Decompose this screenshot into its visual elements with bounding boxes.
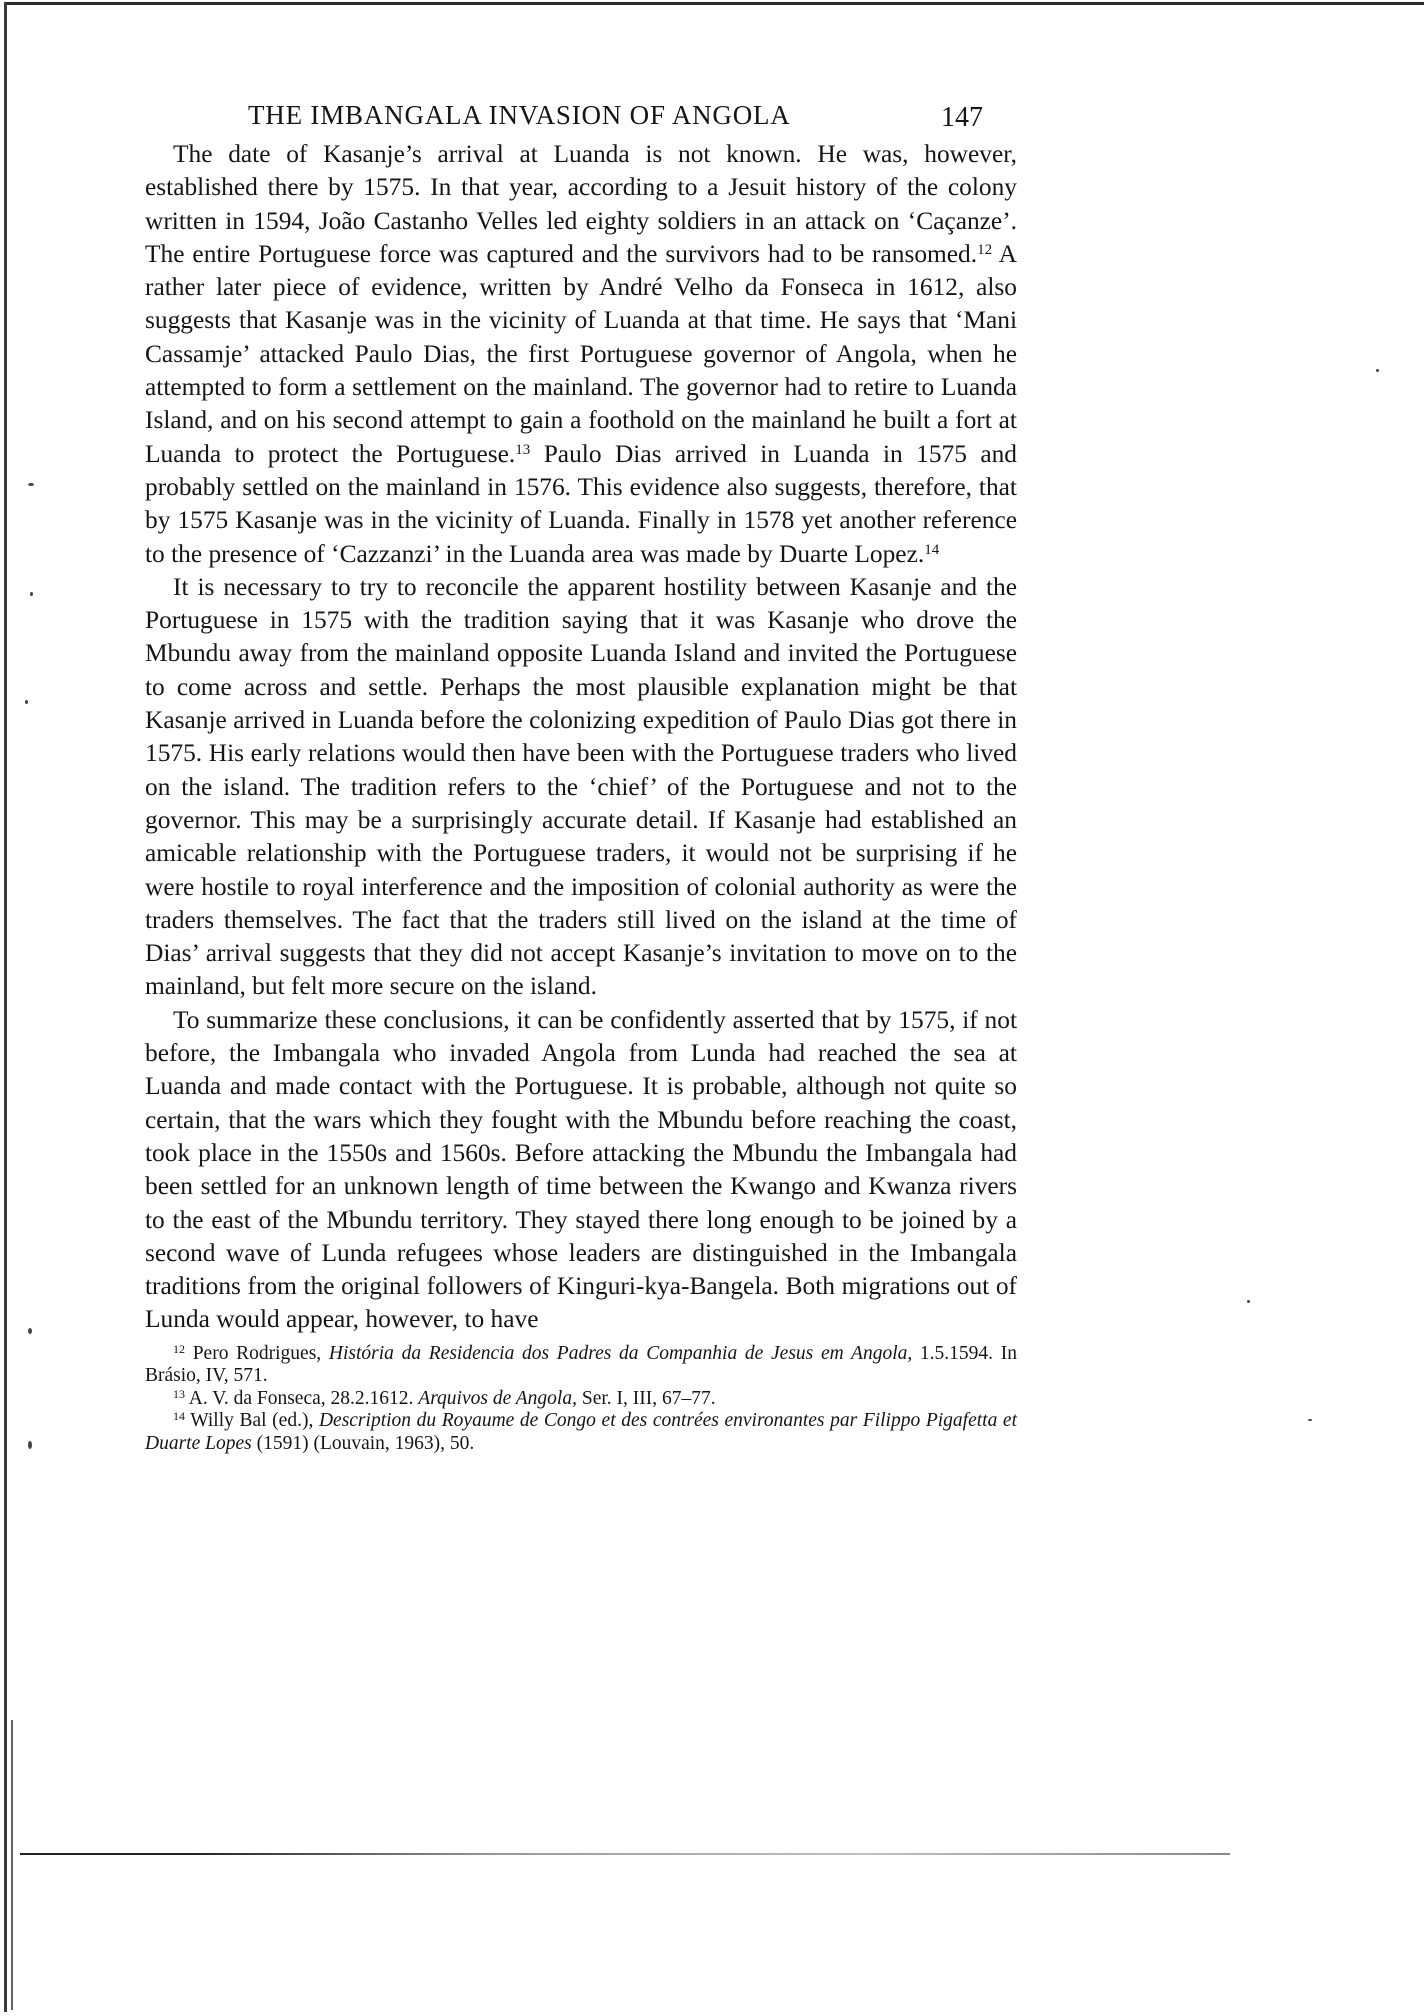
running-title: THE IMBANGALA INVASION OF ANGOLA xyxy=(248,100,791,130)
text-run: To summarize these conclusions, it can be confidently asserted that by 1575, if not before, the Imbangala who invaded Angola from Lunda had reached the sea at Luanda and made contact with the Portuguese. It is probable, although not quite so certain, that the wars which they fought with the Mbundu before reaching the coast, took place in the 1550s and 1560s. Before attacking the Mbundu the Imbangala had been settled for an unknown length of time between the Kwango and Kwanza rivers to the east of the Mbundu territory. They stayed there long enough to be joined by a second wave of Lunda refugees whose leaders are distinguished in the Imbangala traditions from the original followers of Kinguri-kya-Bangela. Both migrations out of Lunda would appear, however, to have xyxy=(145,1005,1017,1334)
text-run: Paulo Dias arrived in Luanda in 1575 and probably settled on the mainland in 1576. This evidence also suggests, therefore, that by 1575 Kasanje was in the vicinity of Luanda. Finally in 1578 yet another reference to the presence of ‘Cazzanzi’ in the Luanda area was made by Duarte Lopez. xyxy=(145,439,1017,568)
text-run: A rather later piece of evidence, written by André Velho da Fonseca in 1612, also suggests that Kasanje was in the vicinity of Luanda at that time. He says that ‘Mani Cassamje’ attacked Paulo Dias, the first Portuguese governor of Angola, when he attempted to form a settlement on the mainland. The governor had to retire to Luanda Island, and on his second attempt to gain a foothold on the mainland he built a fort at Luanda to protect the Portuguese. xyxy=(145,239,1017,468)
scan-edge-left-inner xyxy=(11,1720,13,2010)
scan-speck xyxy=(1376,369,1379,372)
text-run: The date of Kasanje’s arrival at Luanda is not known. He was, however, established there by 1575. In that year, according to a Jesuit history of the colony written in 1594, João Castanho Velles led eighty soldiers in an attack on ‘Caçanze’. The entire Portuguese force was captured and the survivors had to be ransomed. xyxy=(145,140,1017,268)
scan-speck xyxy=(28,1328,32,1334)
footnote-ref: 14 xyxy=(173,1409,185,1424)
paragraph xyxy=(145,138,1017,571)
text-run: It is necessary to try to reconcile the apparent hostility between Kasanje and the Portuguese in 1575 with the tradition saying that it was Kasanje who drove the Mbundu away from the mainland opposite Luanda Island and invited the Portuguese to come across and settle. Perhaps the most plausible explanation might be that Kasanje arrived in Luanda before the colonizing expedition of Paulo Dias got there in 1575. His early relations would then have been with the Portuguese traders who lived on the island. The tradition refers to the ‘chief’ of the Portuguese and not to the governor. This may be a surprisingly accurate detail. If Kasanje had established an amicable relationship with the Portuguese traders, it would not be surprising if he were hostile to royal interference and the imposition of colonial authority as were the traders themselves. The fact that the traders still lived on the island at the time of Dias’ arrival suggests that they did not accept Kasanje’s invitation to move on to the mainland, but felt more secure on the island. xyxy=(145,572,1017,1001)
text-run: 1.5.1594. In Brásio, IV, 571. xyxy=(145,1342,1017,1387)
scan-edge-top xyxy=(6,2,1424,5)
text-run: Pero Rodrigues, xyxy=(185,1342,329,1364)
scan-edge-left xyxy=(4,2,7,2012)
scan-speck xyxy=(1247,1300,1250,1303)
footnote xyxy=(145,1343,1017,1388)
italic-title: Arquivos de Angola, xyxy=(418,1387,577,1409)
scan-speck xyxy=(28,483,34,486)
footnote-ref: 12 xyxy=(173,1341,185,1356)
body-text xyxy=(145,138,1017,1337)
scan-speck xyxy=(28,1441,32,1449)
scan-speck xyxy=(30,592,33,596)
footnote xyxy=(145,1410,1017,1455)
text-run: Ser. I, III, 67–77. xyxy=(576,1387,716,1409)
italic-title: Description du Royaume de Congo et des contrées environantes par Filippo Pigafetta et Duarte Lopes xyxy=(145,1410,1018,1454)
italic-title: História da Residencia dos Padres da Companhia de Jesus em Angola, xyxy=(328,1342,913,1364)
scan-speck xyxy=(25,700,28,704)
footnote-ref: 13 xyxy=(515,441,531,458)
text-run: (1591) (Louvain, 1963), 50. xyxy=(251,1432,475,1454)
footnote-ref: 13 xyxy=(173,1386,185,1401)
paragraph xyxy=(145,571,1017,1004)
footnote xyxy=(145,1388,1017,1411)
scan-speck xyxy=(1308,1419,1312,1421)
text-run: A. V. da Fonseca, 28.2.1612. xyxy=(185,1387,419,1409)
text-run: Willy Bal (ed.), xyxy=(185,1410,319,1432)
book-page xyxy=(145,92,1017,1455)
footnote-ref: 12 xyxy=(977,241,993,258)
paragraph xyxy=(145,1004,1017,1337)
scan-rule-bottom xyxy=(20,1853,1230,1855)
footnote-ref: 14 xyxy=(924,541,940,558)
page-number: 147 xyxy=(941,102,983,133)
footnotes xyxy=(145,1343,1017,1456)
page-header xyxy=(145,92,1017,138)
